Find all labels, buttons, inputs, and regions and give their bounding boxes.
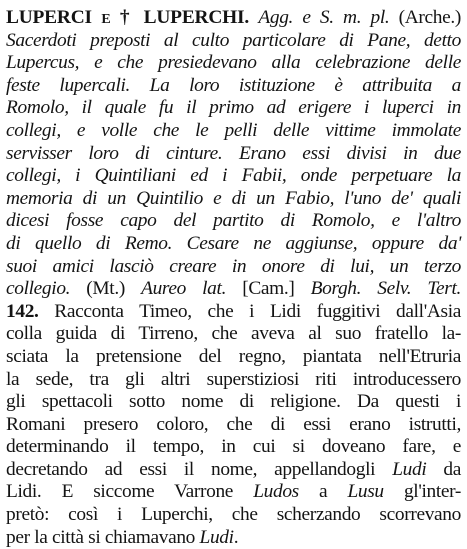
entry-line	[6, 323, 461, 346]
roman-text: colla guida di Tirreno, che aveva al suo fratello la-	[6, 323, 461, 345]
entry-line	[6, 278, 461, 301]
italic-text: Lupercus, e che presiedevano alla celebrazione delle	[6, 52, 461, 74]
entry-line	[6, 481, 461, 504]
roman-text: pretò: così i Luperchi, che scherzando scorrevano	[6, 504, 461, 526]
entry-line	[6, 75, 461, 98]
roman-text: (Arche.)	[389, 7, 462, 28]
entry-line	[6, 120, 461, 143]
roman-text: Racconta Timeo, che i Lidi fuggitivi dall'Asia	[38, 300, 461, 322]
roman-text: determinando il tempo, in cui si doveano fare, e	[6, 436, 461, 458]
italic-text: servisser loro di cinture. Erano essi divisi in due	[6, 142, 461, 164]
italic-text: memoria di un Quintilio e di un Fabio, l'uno de' quali	[6, 187, 461, 209]
roman-text: gl'inter-	[383, 481, 461, 503]
roman-text: a	[298, 481, 348, 503]
italic-text: Sacerdoti preposti al culto particolare di Pane, detto	[6, 29, 461, 51]
entry-headword: LUPERCI e † LUPERCHI.	[6, 7, 250, 28]
entry-line	[6, 527, 461, 549]
entry-line	[6, 165, 461, 188]
entry-line	[6, 459, 461, 482]
roman-text: da	[426, 458, 461, 480]
entry-line	[6, 414, 461, 437]
italic-text: collegi, i Quintiliani ed i Fabii, onde perpetuare la	[6, 165, 461, 187]
italic-text: collegio.	[6, 278, 71, 300]
italic-text: Lusu	[347, 481, 384, 503]
roman-text: Lidi. E siccome Varrone	[6, 481, 254, 503]
italic-text: Ludi	[199, 526, 234, 548]
italic-text: feste lupercali. La loro istituzione è attribuita a	[6, 74, 461, 96]
entry-line	[6, 7, 461, 30]
entry-line	[6, 301, 461, 324]
entry-line	[6, 391, 461, 414]
italic-text: Ludi	[392, 458, 427, 480]
italic-text: Ludos	[253, 481, 299, 503]
italic-text: Romolo, il quale fu il primo ad erigere i luperci in	[6, 97, 461, 119]
italic-text: dicesi fosse capo del partito di Romolo, e l'altro	[6, 210, 461, 232]
roman-text: per la città si chiamavano	[6, 526, 200, 548]
roman-text: decretando ad essi il nome, appellandogli	[6, 458, 393, 480]
entry-line	[6, 256, 461, 279]
roman-text	[249, 7, 258, 28]
roman-text: [Cam.]	[226, 278, 311, 300]
entry-line	[6, 30, 461, 53]
dictionary-entry-luperci	[6, 7, 461, 549]
entry-line	[6, 188, 461, 211]
entry-line	[6, 436, 461, 459]
entry-line	[6, 52, 461, 75]
roman-text: sciata la pretensione del regno, piantata nell'Etruria	[6, 345, 461, 367]
roman-text: (Mt.)	[70, 278, 142, 300]
entry-line	[6, 233, 461, 256]
italic-text: collegi, e volle che le pelli delle vittime immolate	[6, 119, 461, 141]
roman-text: .	[233, 526, 239, 548]
entry-line	[6, 143, 461, 166]
roman-text: gli spettacoli sotto nome di religione. Da questi i	[6, 391, 461, 413]
roman-text: Romani presero coloro, che di essi erano istrutti,	[6, 413, 461, 435]
entry-line	[6, 504, 461, 527]
italic-text: Agg. e S. m. pl.	[258, 7, 390, 28]
citation-page-number: 142.	[6, 300, 39, 322]
roman-text: la sede, tra gli altri superstiziosi riti introducessero	[6, 368, 461, 390]
italic-text: di quello di Remo. Cesare ne aggiunse, oppure da'	[6, 232, 461, 254]
italic-text: suoi amici lasciò creare in onore di lui, un terzo	[6, 255, 461, 277]
entry-line	[6, 346, 461, 369]
entry-line	[6, 369, 461, 392]
entry-line	[6, 210, 461, 233]
italic-text: Aureo lat.	[141, 278, 227, 300]
entry-line	[6, 97, 461, 120]
italic-text: Borgh. Selv. Tert.	[310, 278, 462, 300]
